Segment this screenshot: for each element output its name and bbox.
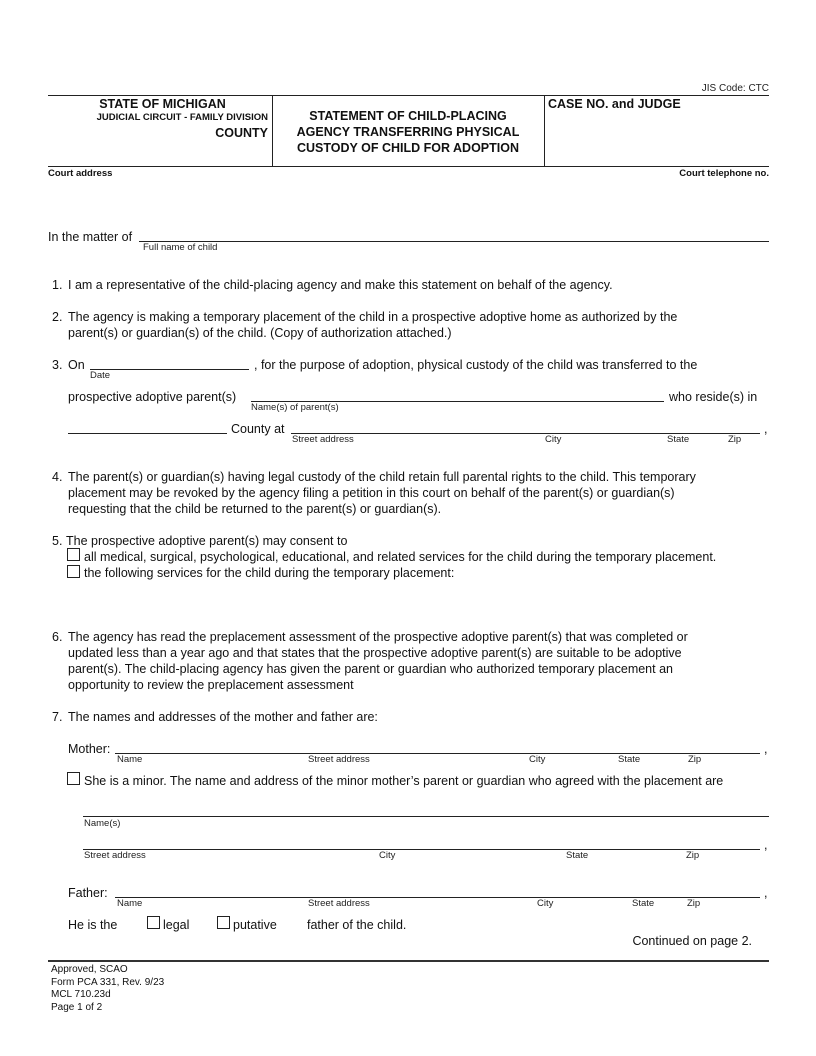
item-3-on: On bbox=[68, 358, 85, 372]
header-bottom-rule bbox=[48, 166, 769, 167]
zip-sublabel: Zip bbox=[728, 434, 742, 445]
item-4-line-3: requesting that the child be returned to the parent(s) or guardian(s). bbox=[68, 502, 442, 516]
header-top-rule bbox=[48, 95, 769, 96]
consent-following-services-checkbox[interactable] bbox=[67, 565, 80, 578]
father-label: Father: bbox=[68, 886, 108, 900]
mother-name-sublabel: Name bbox=[117, 754, 143, 765]
mother-comma: , bbox=[764, 742, 768, 756]
mother-label: Mother: bbox=[68, 742, 111, 756]
item-6-line-2: updated less than a year ago and that states that the prospective adoptive parent(s) are suitable to be adoptive bbox=[68, 646, 682, 660]
guardian-names-field[interactable] bbox=[83, 816, 769, 817]
consent-following-services-label: the following services for the child during the temporary placement: bbox=[84, 566, 455, 580]
mother-minor-label: She is a minor. The name and address of the minor mother’s parent or guardian who agreed with the placement are bbox=[84, 774, 724, 788]
footer-form-number: Form PCA 331, Rev. 9/23 bbox=[51, 976, 165, 988]
item-6-line-4: opportunity to review the preplacement assessment bbox=[68, 678, 354, 692]
circuit-label: JUDICIAL CIRCUIT - FAMILY DIVISION bbox=[96, 112, 268, 123]
case-no-judge-label: CASE NO. and JUDGE bbox=[548, 97, 681, 111]
item-3-number: 3. bbox=[52, 358, 63, 372]
mother-city-sublabel: City bbox=[529, 754, 546, 765]
address-comma: , bbox=[764, 422, 768, 436]
item-4-text bbox=[68, 469, 696, 517]
he-is-the-label: He is the bbox=[68, 918, 118, 932]
form-title bbox=[272, 108, 544, 156]
footer-mcl: MCL 710.23d bbox=[51, 989, 111, 1000]
guardian-state-sublabel: State bbox=[566, 850, 589, 861]
mother-zip-sublabel: Zip bbox=[688, 754, 702, 765]
footer-approved: Approved, SCAO bbox=[51, 964, 128, 975]
form-title-line-3: CUSTODY OF CHILD FOR ADOPTION bbox=[297, 141, 519, 155]
item-7-number: 7. bbox=[52, 710, 63, 724]
mother-street-sublabel: Street address bbox=[308, 754, 370, 765]
footer-info bbox=[51, 964, 164, 1014]
item-3-text: , for the purpose of adoption, physical custody of the child was transferred to the bbox=[254, 358, 698, 372]
form-title-line-2: AGENCY TRANSFERRING PHYSICAL bbox=[296, 125, 520, 139]
item-4-line-2: placement may be revoked by the agency filing a petition in this court on behalf of the parent(s) or guardian(s) bbox=[68, 486, 675, 500]
putative-father-label: putative bbox=[233, 918, 277, 932]
jis-code: JIS Code: CTC bbox=[701, 83, 769, 94]
state-sublabel: State bbox=[667, 434, 690, 445]
item-2-line-2: parent(s) or guardian(s) of the child. (Copy of authorization attached.) bbox=[68, 326, 452, 340]
county-label: COUNTY bbox=[215, 126, 268, 140]
state-name: STATE OF MICHIGAN bbox=[99, 97, 226, 111]
adoptive-parents-label: prospective adoptive parent(s) bbox=[68, 390, 237, 404]
header-divider-2 bbox=[544, 95, 545, 166]
item-6-text bbox=[68, 629, 688, 693]
item-1-text: I am a representative of the child-placing agency and make this statement on behalf of the agency. bbox=[68, 278, 613, 292]
county-at-label: County at bbox=[231, 422, 285, 436]
footer-page: Page 1 of 2 bbox=[51, 1001, 103, 1013]
item-6-line-1: The agency has read the preplacement assessment of the prospective adoptive parent(s) that was completed or bbox=[68, 630, 688, 644]
consent-all-services-checkbox[interactable] bbox=[67, 548, 80, 561]
item-2-number: 2. bbox=[52, 310, 63, 324]
child-name-field[interactable] bbox=[139, 241, 769, 242]
item-6-line-3: parent(s). The child-placing agency has given the parent or guardian who authorized temporary placement an bbox=[68, 662, 673, 676]
transfer-date-field[interactable] bbox=[90, 369, 249, 370]
father-zip-sublabel: Zip bbox=[687, 898, 701, 909]
street-sublabel: Street address bbox=[292, 434, 354, 445]
item-2-line-1: The agency is making a temporary placement of the child in a prospective adoptive home as authorized by the bbox=[68, 310, 678, 324]
continued-note: Continued on page 2. bbox=[632, 934, 752, 948]
city-sublabel: City bbox=[545, 434, 562, 445]
item-4-line-1: The parent(s) or guardian(s) having legal custody of the child retain full parental rights to the child. This temporary bbox=[68, 470, 696, 484]
guardian-street-sublabel: Street address bbox=[84, 850, 146, 861]
father-name-sublabel: Name bbox=[117, 898, 143, 909]
in-the-matter-label: In the matter of bbox=[48, 230, 133, 244]
date-sublabel: Date bbox=[90, 370, 111, 381]
form-title-line-1: STATEMENT OF CHILD-PLACING bbox=[309, 109, 507, 123]
item-5-number: 5. bbox=[52, 534, 63, 548]
guardian-comma: , bbox=[764, 838, 768, 852]
child-name-sublabel: Full name of child bbox=[143, 242, 218, 253]
item-5-text: The prospective adoptive parent(s) may consent to bbox=[66, 534, 348, 548]
footer-rule bbox=[48, 960, 769, 962]
item-2-text bbox=[68, 309, 677, 341]
court-address-label: Court address bbox=[48, 168, 113, 179]
father-name-address-field[interactable] bbox=[115, 897, 760, 898]
item-7-text: The names and addresses of the mother and father are: bbox=[68, 710, 378, 724]
item-6-number: 6. bbox=[52, 630, 63, 644]
father-of-child-label: father of the child. bbox=[307, 918, 407, 932]
mother-minor-checkbox[interactable] bbox=[67, 772, 80, 785]
legal-father-label: legal bbox=[163, 918, 190, 932]
reside-label: who reside(s) in bbox=[669, 390, 758, 404]
court-telephone-label: Court telephone no. bbox=[679, 168, 769, 179]
guardian-names-sublabel: Name(s) bbox=[84, 818, 121, 829]
father-street-sublabel: Street address bbox=[308, 898, 370, 909]
guardian-city-sublabel: City bbox=[379, 850, 396, 861]
putative-father-checkbox[interactable] bbox=[217, 916, 230, 929]
item-4-number: 4. bbox=[52, 470, 63, 484]
father-city-sublabel: City bbox=[537, 898, 554, 909]
guardian-zip-sublabel: Zip bbox=[686, 850, 700, 861]
mother-state-sublabel: State bbox=[618, 754, 641, 765]
father-state-sublabel: State bbox=[632, 898, 655, 909]
legal-father-checkbox[interactable] bbox=[147, 916, 160, 929]
consent-all-services-label: all medical, surgical, psychological, educational, and related services for the child during the temporary placement. bbox=[84, 550, 717, 564]
father-comma: , bbox=[764, 886, 768, 900]
guardian-address-field[interactable] bbox=[83, 849, 760, 850]
item-1-number: 1. bbox=[52, 278, 63, 292]
county-field[interactable] bbox=[68, 433, 227, 434]
mother-name-address-field[interactable] bbox=[115, 753, 760, 754]
parents-sublabel: Name(s) of parent(s) bbox=[251, 402, 339, 413]
parents-address-field[interactable] bbox=[291, 433, 760, 434]
